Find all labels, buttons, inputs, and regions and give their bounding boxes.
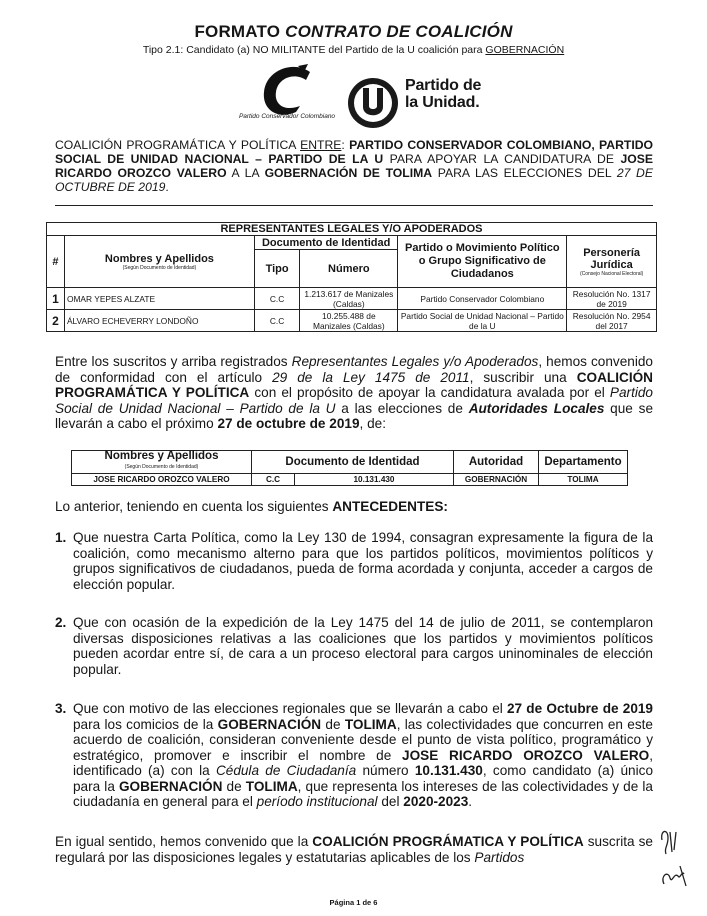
partido-de-la-u-logo	[346, 76, 400, 130]
coalition-intro: COALICIÓN PROGRAMÁTICA Y POLÍTICA ENTRE: PARTIDO CONSERVADOR COLOMBIANO, PARTIDO SOCIAL DE UNIDAD NACIONAL – PARTIDO DE LA U PARA APOYAR LA CANDIDATURA DE JOSE RICARDO OROZCO VALERO A LA GOBERNACIÓN DE TOLIMA PARA LAS ELECCIONES DEL 27 DE OCTUBRE DE 2019.	[55, 138, 653, 194]
col-names: Nombres y Apellidos (Según Documento de Identidad)	[64, 236, 254, 288]
col-legal-status: Personería Jurídica (Consejo Nacional Electoral)	[567, 236, 657, 288]
document-title: FORMATO CONTRATO DE COALICIÓN	[194, 22, 513, 41]
agreement-paragraph: Entre los suscritos y arriba registrados Representantes Legales y/o Apoderados, hemos convenido de conformidad con el artículo 29 de la Ley 1475 de 2011, suscribir una COALICIÓN PROGRAMÁTICA Y POLÍTICA con el propósito de apoyar la candidatura avalada por el Partido Social de Unidad Nacional – Partido de la U a las elecciones de Autoridades Locales que se llevarán a cabo el próximo 27 de octubre de 2019, de:	[55, 354, 653, 431]
col-party: Partido o Movimiento Político o Grupo Significativo de Ciudadanos	[398, 236, 567, 288]
partido-de-la-u-wordmark: Partido de la Unidad.	[405, 77, 482, 111]
closing-paragraph: En igual sentido, hemos convenido que la COALICIÓN PROGRÁMATICA Y POLÍTICA suscrita se regulará por las disposiciones legales y estatutarias aplicables de los Partidos	[55, 834, 653, 865]
divider	[55, 205, 653, 206]
table-row: JOSE RICARDO OROZCO VALERO C.C 10.131.430 GOBERNACIÓN TOLIMA	[72, 474, 628, 486]
col-candidate-document: Documento de Identidad	[252, 451, 454, 474]
signature-initials	[656, 826, 696, 896]
conservative-party-logo	[238, 62, 348, 132]
col-department: Departamento	[539, 451, 628, 474]
col-doc-type: Tipo	[254, 250, 299, 288]
col-number: #	[47, 236, 65, 288]
representatives-table-title: REPRESENTANTES LEGALES Y/O APODERADOS	[47, 223, 657, 236]
page-number: Página 1 de 6	[329, 898, 378, 907]
table-row: 2 ÁLVARO ECHEVERRY LONDOÑO C.C 10.255.488 de Manizales (Caldas) Partido Social de Unidad Nacional – Partido de la U Resolución No. 2954 del 2017	[47, 310, 657, 332]
col-id-document: Documento de Identidad	[254, 236, 398, 250]
list-item: 1. Que nuestra Carta Política, como la Ley 130 de 1994, consagran expresamente la figura de la coalición, como mecanismo alterno para que los partidos políticos, movimientos políticos y grupos significativos de ciudadanos, pueda de forma acordada y conjunta, acceder a cargos de elección popular.	[55, 530, 653, 592]
list-item: 2. Que con ocasión de la expedición de la Ley 1475 del 14 de julio de 2011, se contemplaron diversas disposiciones relativas a las coaliciones que los partidos y movimientos políticos pueden acordar entre sí, de cara a un proceso electoral para cargos uninominales de elección popular.	[55, 615, 653, 677]
antecedents-heading: Lo anterior, teniendo en cuenta los siguientes ANTECEDENTES:	[55, 499, 448, 514]
col-authority: Autoridad	[454, 451, 539, 474]
conservative-party-caption: Partido Conservador Colombiano	[238, 113, 336, 120]
list-item: 3. Que con motivo de las elecciones regionales que se llevarán a cabo el 27 de Octubre de 2019 para los comicios de la GOBERNACIÓN de TOLIMA, las colectividades que concurren en este acuerdo de coalición, consideran conveniente desde el punto de vista político, programático y estratégico, promover e inscribir el nombre de JOSE RICARDO OROZCO VALERO, identificado (a) con la Cédula de Ciudadanía número 10.131.430, como candidato (a) único para la GOBERNACIÓN de TOLIMA, que representa los intereses de las colectividades y de la ciudadanía en general para el período institucional del 2020-2023.	[55, 701, 653, 809]
document-subtitle: Tipo 2.1: Candidato (a) NO MILITANTE del Partido de la U coalición para GOBERNACIÓN	[142, 44, 565, 56]
table-row: 1 OMAR YEPES ALZATE C.C 1.213.617 de Manizales (Caldas) Partido Conservador Colombiano Resolución No. 1317 de 2019	[47, 288, 657, 310]
representatives-table	[46, 222, 657, 332]
col-doc-number: Número	[300, 250, 398, 288]
candidate-table	[71, 450, 628, 486]
document-title-italic: CONTRATO DE COALICIÓN	[285, 22, 513, 41]
col-candidate-names: Nombres y Apellidos (Según Documento de Identidad)	[72, 451, 252, 474]
